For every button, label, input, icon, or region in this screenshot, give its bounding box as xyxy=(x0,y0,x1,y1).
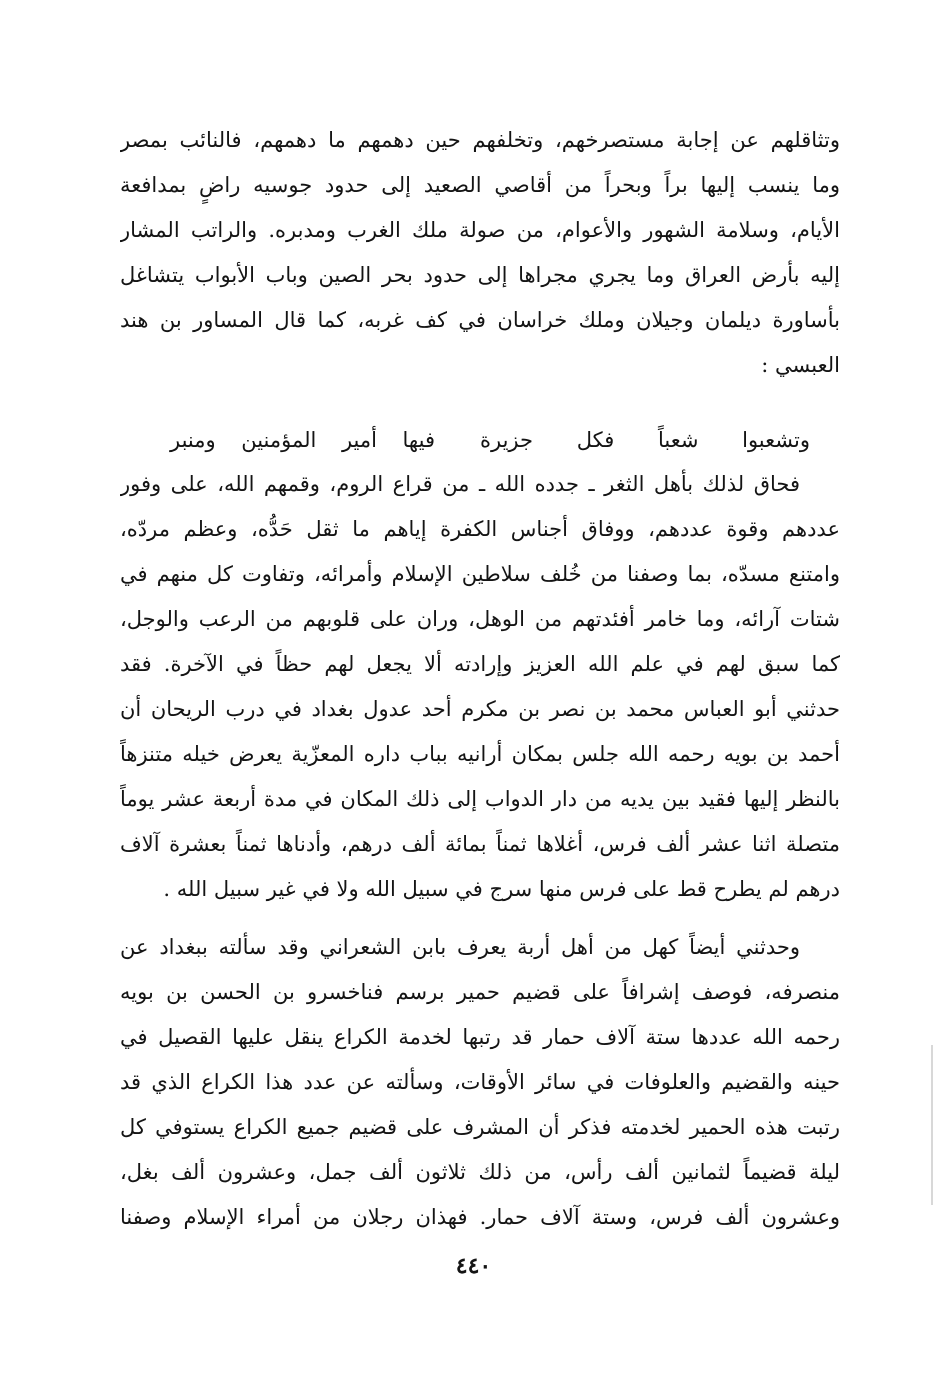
text-line: فحاق لذلك بأهل الثغر ـ جدده الله ـ من قراع الروم، وقمهم الله، على وفور xyxy=(120,472,800,496)
text-line: وحدثني أيضاً كهل من أهل أربة يعرف بابن الشعراني وقد سألته ببغداد عن xyxy=(120,935,800,959)
poem-first-hemistich: وتشعبوا شعباً فكل جزيرة xyxy=(480,428,810,452)
text-line: ليلة قضيماً لثمانين ألف رأس، من ذلك ثلاثون ألف جمل، وعشرون ألف بغل، xyxy=(120,1160,840,1184)
text-line: رتبت هذه الحمير لخدمته فذكر أن المشرف على قضيم جميع الكراع يستوفي كل xyxy=(120,1115,840,1139)
text-line: حينه والقضيم والعلوفات في سائر الأوقات، وسألته عن عدد هذا الكراع الذي قد xyxy=(120,1070,840,1094)
text-line: حدثني أبو العباس محمد بن نصر بن مكرم أحد عدول بغداد في درب الريحان أن xyxy=(120,697,840,721)
text-line: العبسي : xyxy=(761,353,840,377)
text-line: درهم لم يطرح قط على فرس منها سرج في سبيل الله ولا في غير سبيل الله . xyxy=(163,877,840,901)
text-line: عددهم وقوة عددهم، ووفاق أجناس الكفرة إياهم ما ثقل حَدُّه، وعظم مردّه، xyxy=(120,517,840,541)
text-line: إليه بأرض العراق وما يجري مجراها إلى حدود بحر الصين وباب الأبواب يتشاغل xyxy=(120,263,840,287)
text-line: بأساورة ديلمان وجيلان وملك خراسان في كف غربه، كما قال المساور بن هند xyxy=(120,308,840,332)
text-line: منصرفه، فوصف إشرافاً على قضيم حمير برسم فناخسرو بن الحسن بن بويه xyxy=(120,980,840,1004)
text-line: متصلة اثنا عشر ألف فرس، أغلاها ثمناً بمائة ألف درهم، وأدناها ثمناً بعشرة آلاف xyxy=(120,832,840,856)
text-line: الأيام، وسلامة الشهور والأعوام، من صولة ملك الغرب ومدبره. والراتب المشار xyxy=(120,218,840,242)
text-line: رحمه الله عددها ستة آلاف حمار قد رتبها لخدمة الكراع ينقل عليها القصيل في xyxy=(120,1025,840,1049)
paragraph-1 xyxy=(120,118,840,388)
text-line: وتثاقلهم عن إجابة مستصرخهم، وتخلفهم حين دهمهم ما دهمهم، فالنائب بمصر xyxy=(120,128,840,152)
text-line: كما سبق لهم في علم الله العزيز وإرادته ألا يجعل لهم حظاً في الآخرة. فقد xyxy=(120,652,840,676)
text-line: وما ينسب إليها براً وبحراً من أقاصي الصعيد إلى حدود جوسيه راضٍ بمدافعة xyxy=(120,173,840,197)
poem-second-hemistich: فيها أمير المؤمنين ومنبر xyxy=(170,428,435,452)
paragraph-2 xyxy=(120,462,840,912)
text-line: بالنظر إليها فقيد بين يديه من دار الدواب إلى ذلك المكان في مدة أربعة عشر يوماً xyxy=(120,787,840,811)
text-line: وعشرون ألف فرس، وستة آلاف حمار. فهذان رجلان من أمراء الإسلام وصفنا xyxy=(120,1205,840,1229)
paragraph-3 xyxy=(120,925,840,1240)
text-line: أحمد بن بويه رحمه الله جلس بمكان أرانيه بباب داره المعزّية يعرض خيله متنزهاً xyxy=(120,742,840,766)
scan-edge-mark xyxy=(931,1045,933,1205)
page-number: ٤٤٠ xyxy=(455,1253,492,1279)
text-line: شتات آرائه، وما خامر أفئدتهم من الوهل، وران على قلوبهم من الرعب والوجل، xyxy=(120,607,840,631)
poem-verse xyxy=(170,418,810,463)
text-line: وامتنع مسدّه، بما وصفنا من خُلف سلاطين الإسلام وأمرائه، وتفاوت كل منهم في xyxy=(120,562,840,586)
